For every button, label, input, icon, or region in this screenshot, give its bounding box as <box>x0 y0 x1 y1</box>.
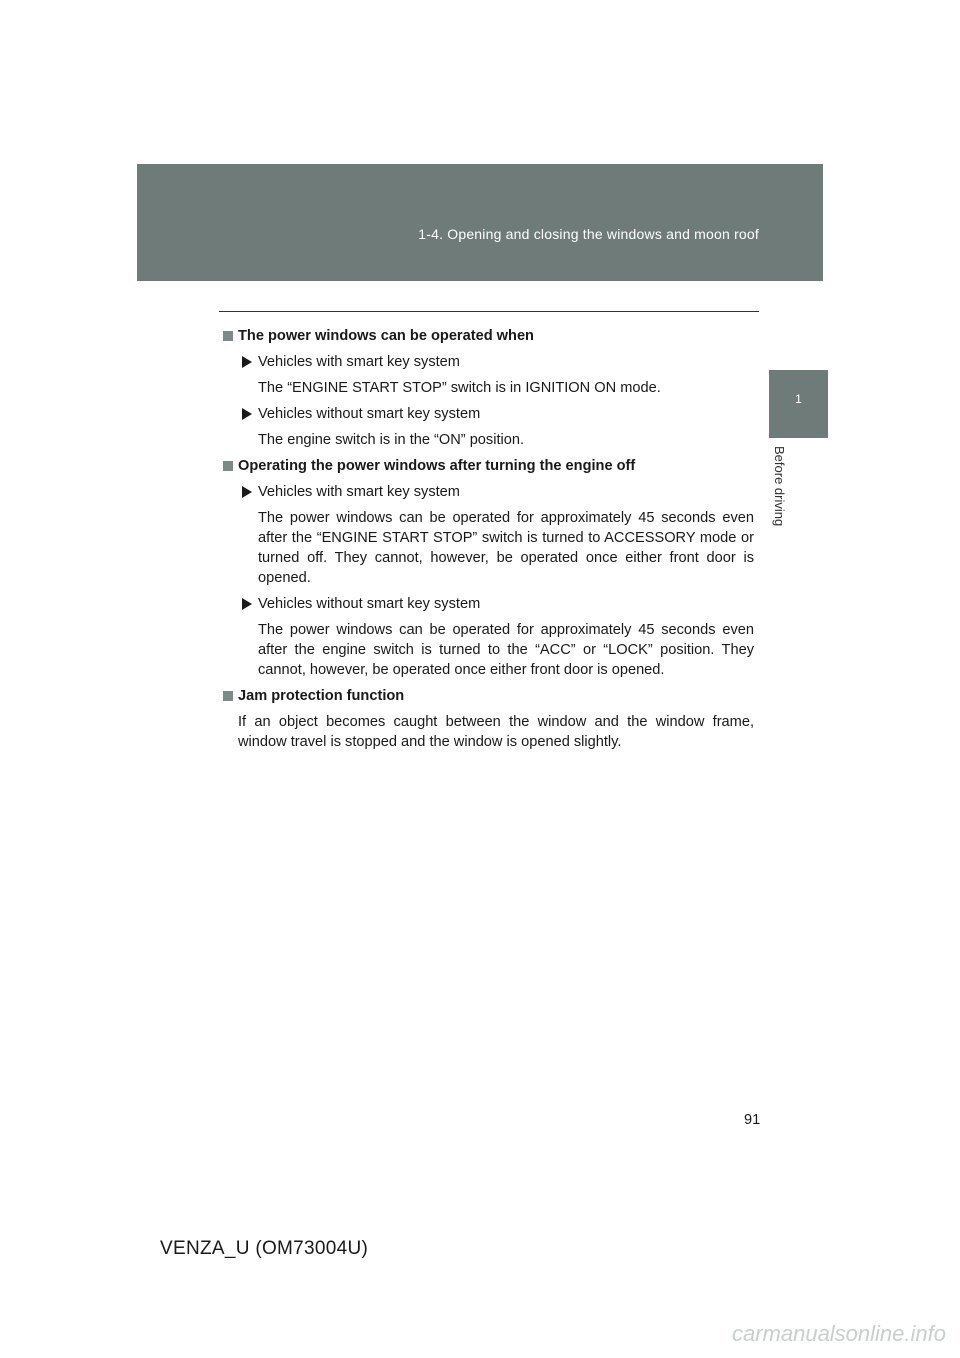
triangle-bullet-icon <box>242 598 252 610</box>
section-title: Operating the power windows after turning the engine off <box>220 456 754 476</box>
body-text: The “ENGINE START STOP” switch is in IGNITION ON mode. <box>258 380 661 396</box>
triangle-bullet-icon <box>242 486 252 498</box>
triangle-bullet-icon <box>242 408 252 420</box>
square-bullet-icon <box>223 691 233 701</box>
chapter-side-label <box>771 446 791 546</box>
top-divider <box>219 311 759 312</box>
manual-code: VENZA_U (OM73004U) <box>160 1238 369 1259</box>
body-text: The engine switch is in the “ON” position. <box>258 432 525 448</box>
chapter-title: 1-4. Opening and closing the windows and moon roof <box>418 226 759 242</box>
chapter-side-label-text: Before driving <box>772 446 787 527</box>
header-bar <box>137 164 823 281</box>
chapter-number: 1 <box>795 392 802 406</box>
square-bullet-icon <box>223 331 233 341</box>
sub-item-label: Vehicles with smart key system <box>220 482 754 502</box>
page-content <box>220 326 754 752</box>
square-bullet-icon <box>223 461 233 471</box>
section-title: Jam protection function <box>220 686 754 706</box>
page-number: 91 <box>744 1112 761 1128</box>
body-text: The power windows can be operated for approximately 45 seconds even after the engine switch is turned to the “ACC” or “LOCK” position. They cannot, however, be operated once either front door is opened. <box>258 622 754 678</box>
body-text: If an object becomes caught between the window and the window frame, window travel is stopped and the window is opened slightly. <box>238 714 754 750</box>
sub-item-label: Vehicles without smart key system <box>220 404 754 424</box>
watermark: carmanualsonline.info <box>731 1321 946 1346</box>
sub-item-label: Vehicles without smart key system <box>220 594 754 614</box>
triangle-bullet-icon <box>242 356 252 368</box>
sub-item-label: Vehicles with smart key system <box>220 352 754 372</box>
body-text: The power windows can be operated for approximately 45 seconds even after the “ENGINE START STOP” switch is turned to ACCESSORY mode or turned off. They cannot, however, be operated once either front door is opened. <box>258 510 754 586</box>
chapter-tab <box>769 370 828 438</box>
section-title: The power windows can be operated when <box>220 326 754 346</box>
